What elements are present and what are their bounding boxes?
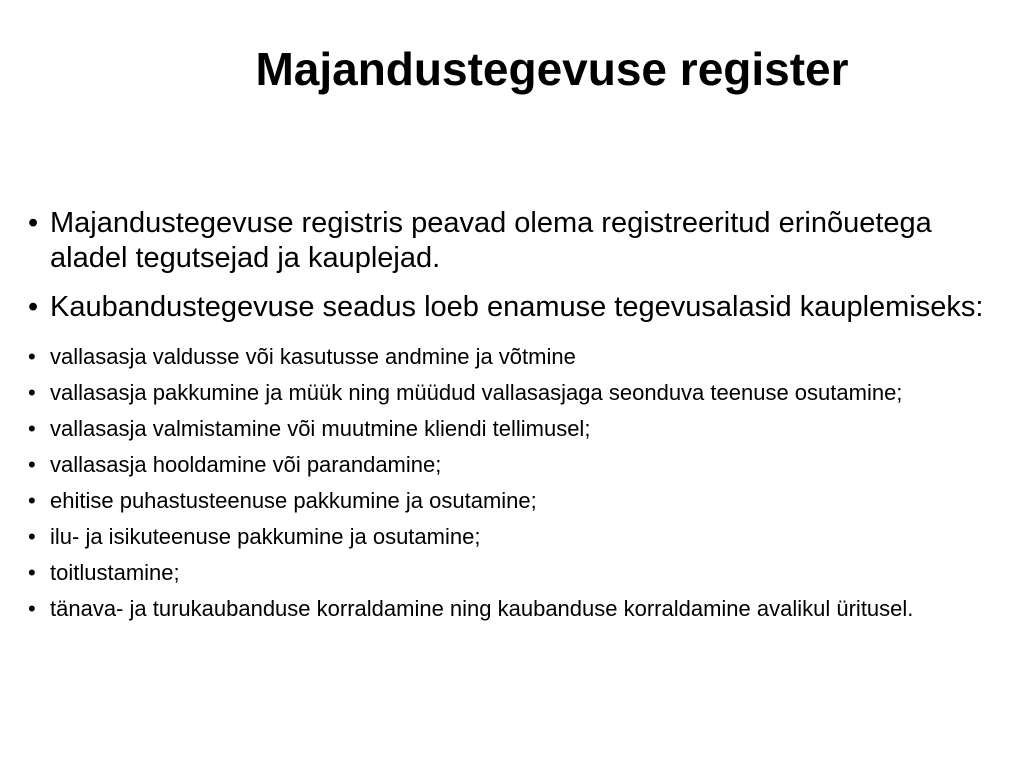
main-point <box>28 290 988 325</box>
bullet-icon: • <box>28 524 36 549</box>
bullet-icon: • <box>28 207 39 239</box>
sub-point <box>28 379 988 406</box>
bullet-icon: • <box>28 452 36 477</box>
bullet-icon: • <box>28 344 36 369</box>
sub-point <box>28 487 988 514</box>
sub-point-text: tänava- ja turukaubanduse korraldamine ning kaubanduse korraldamine avalikul üritusel. <box>50 596 914 621</box>
sub-point <box>28 451 988 478</box>
sub-point <box>28 595 988 622</box>
main-point-text: Majandustegevuse registris peavad olema registreeritud erinõuetega aladel tegutsejad ja kauplejad. <box>50 207 932 274</box>
sub-point <box>28 343 988 370</box>
sub-point <box>28 523 988 550</box>
sub-point-text: ilu- ja isikuteenuse pakkumine ja osutamine; <box>50 524 481 549</box>
main-point-text: Kaubandustegevuse seadus loeb enamuse tegevusalasid kauplemiseks: <box>50 291 984 323</box>
bullet-icon: • <box>28 380 36 405</box>
sub-point-text: vallasasja valdusse või kasutusse andmine ja võtmine <box>50 344 576 369</box>
bullet-icon: • <box>28 488 36 513</box>
bullet-list <box>28 206 988 631</box>
main-point <box>28 206 988 276</box>
bullet-icon: • <box>28 291 39 323</box>
sub-point-text: vallasasja hooldamine või parandamine; <box>50 452 442 477</box>
slide-title: Majandustegevuse register <box>255 43 849 95</box>
sub-point-text: ehitise puhastusteenuse pakkumine ja osutamine; <box>50 488 537 513</box>
sub-point <box>28 415 988 442</box>
sub-point <box>28 559 988 586</box>
sub-point-text: toitlustamine; <box>50 560 180 585</box>
sub-point-text: vallasasja valmistamine või muutmine kliendi tellimusel; <box>50 416 591 441</box>
sub-point-text: vallasasja pakkumine ja müük ning müüdud vallasasjaga seonduva teenuse osutamine; <box>50 380 903 405</box>
bullet-icon: • <box>28 416 36 441</box>
bullet-icon: • <box>28 560 36 585</box>
bullet-icon: • <box>28 596 36 621</box>
